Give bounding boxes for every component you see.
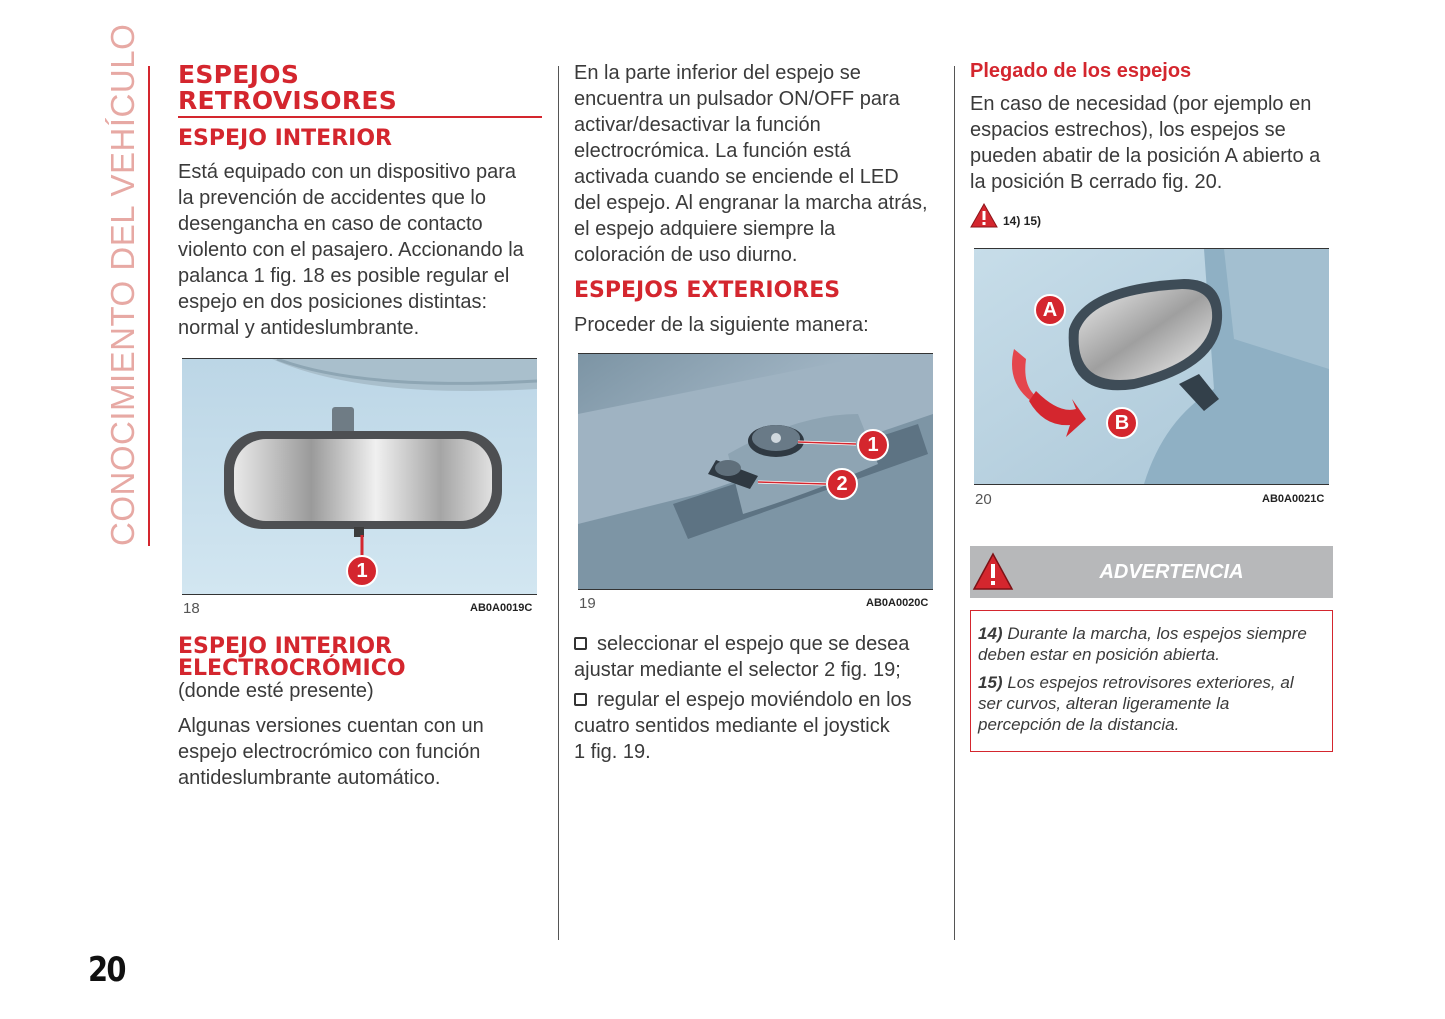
figure-19-mirror-controls — [578, 353, 933, 590]
list-item — [574, 631, 944, 683]
warning-header — [970, 546, 1333, 598]
paragraph-interior — [178, 159, 542, 341]
list-item — [574, 687, 944, 765]
interior-mirror-illustration — [182, 359, 537, 594]
heading-line: ESPEJO INTERIOR — [178, 634, 392, 659]
title-underline — [178, 116, 542, 118]
warning-number: 14) — [978, 624, 1003, 643]
page-number: 20 — [88, 950, 125, 990]
checkbox-bullet-icon — [574, 637, 587, 650]
paragraph-folding — [970, 91, 1340, 195]
page-title — [178, 62, 542, 114]
warning-text: Los espejos retrovisores exteriores, al ser curvos, alteran ligeramente la percepción de la distancia. — [978, 673, 1294, 734]
side-rule — [148, 66, 150, 546]
warning-content — [970, 610, 1333, 752]
callout-label-1: 1 — [356, 560, 368, 582]
column-2 — [574, 60, 944, 338]
warning-triangle-icon — [970, 203, 998, 229]
text-line: la posición B cerrado fig. 20. — [970, 171, 1223, 193]
text-line: encuentra un pulsador ON/OFF para — [574, 88, 900, 110]
page-title-line: RETROVISORES — [178, 86, 398, 115]
text-line: regular el espejo moviéndolo en los — [597, 689, 912, 711]
warning-text: Durante la marcha, los espejos siempre deben estar en posición abierta. — [978, 624, 1307, 664]
availability-note: (donde esté presente) — [178, 680, 374, 702]
warning-title: ADVERTENCIA — [1099, 561, 1244, 583]
figure-code: AB0A0020C — [866, 597, 929, 609]
figure-code: AB0A0021C — [1262, 493, 1325, 505]
text-line: coloración de uso diurno. — [574, 244, 798, 266]
text-line: 1 fig. 19. — [574, 741, 651, 763]
warning-refs: 14) 15) — [1003, 214, 1042, 228]
text-line: ajustar mediante el selector 2 fig. 19; — [574, 659, 901, 681]
text-line: espejo en dos posiciones distintas: — [178, 291, 488, 313]
figure-code: AB0A0019C — [470, 602, 533, 614]
column-divider — [558, 66, 559, 940]
text-line: espejo electrocrómico con función — [178, 741, 481, 763]
text-line: electrocrómica. La función está — [574, 140, 851, 162]
procedure-list — [574, 631, 944, 765]
figure-number: 18 — [183, 600, 200, 617]
paragraph-led — [574, 60, 944, 268]
callout-label-a: A — [1042, 299, 1058, 321]
text-line: espacios estrechos), los espejos se — [970, 119, 1286, 141]
callout-label-b: B — [1114, 412, 1130, 434]
figure-number: 20 — [975, 491, 992, 508]
paragraph-electrochromic — [178, 713, 542, 791]
page-title-line: ESPEJOS — [178, 60, 300, 89]
section-heading-interior: ESPEJO INTERIOR — [178, 126, 392, 151]
text-line: Está equipado con un dispositivo para — [178, 161, 517, 183]
warning-number: 15) — [978, 673, 1003, 692]
text-line: activada cuando se enciende el LED — [574, 166, 899, 188]
text-line: del espejo. Al engranar la marcha atrás, — [574, 192, 928, 214]
section-heading-exterior: ESPEJOS EXTERIORES — [574, 278, 841, 303]
text-line: la prevención de accidentes que lo — [178, 187, 486, 209]
text-line: activar/desactivar la función — [574, 114, 821, 136]
heading-line: ELECTROCRÓMICO — [178, 656, 406, 681]
paragraph-procedure: Proceder de la siguiente manera: — [574, 314, 869, 336]
text-line: cuatro sentidos mediante el joystick — [574, 715, 890, 737]
warning-item-14 — [978, 623, 1318, 665]
warning-item-15 — [978, 672, 1308, 735]
text-line: violento con el pasajero. Accionando la — [178, 239, 524, 261]
section-electrochromic — [178, 636, 542, 791]
column-1 — [178, 62, 542, 341]
text-line: pueden abatir de la posición A abierto a — [970, 145, 1321, 167]
checkbox-bullet-icon — [574, 693, 587, 706]
text-line: En caso de necesidad (por ejemplo en — [970, 93, 1312, 115]
text-line: seleccionar el espejo que se desea — [597, 633, 910, 655]
text-line: normal y antideslumbrante. — [178, 317, 420, 339]
text-line: desengancha en caso de contacto — [178, 213, 483, 235]
section-heading-electrochromic — [178, 636, 542, 680]
figure-20-folding-mirror — [974, 248, 1329, 485]
warning-triangle-icon — [972, 552, 1014, 592]
door-controls-illustration — [578, 354, 933, 589]
text-line: En la parte inferior del espejo se — [574, 62, 861, 84]
folding-mirror-illustration — [974, 249, 1329, 484]
column-3 — [970, 60, 1340, 195]
section-side-title: CONOCIMIENTO DEL VEHÍCULO — [104, 23, 141, 546]
section-heading-folding: Plegado de los espejos — [970, 60, 1192, 82]
figure-number: 19 — [579, 595, 596, 612]
figure-18-interior-mirror — [182, 358, 537, 595]
callout-label-2: 2 — [836, 473, 848, 495]
text-line: palanca 1 fig. 18 es posible regular el — [178, 265, 510, 287]
column-divider — [954, 66, 955, 940]
callout-label-1: 1 — [867, 434, 879, 456]
text-line: antideslumbrante automático. — [178, 767, 441, 789]
text-line: el espejo adquiere siempre la — [574, 218, 836, 240]
text-line: Algunas versiones cuentan con un — [178, 715, 484, 737]
